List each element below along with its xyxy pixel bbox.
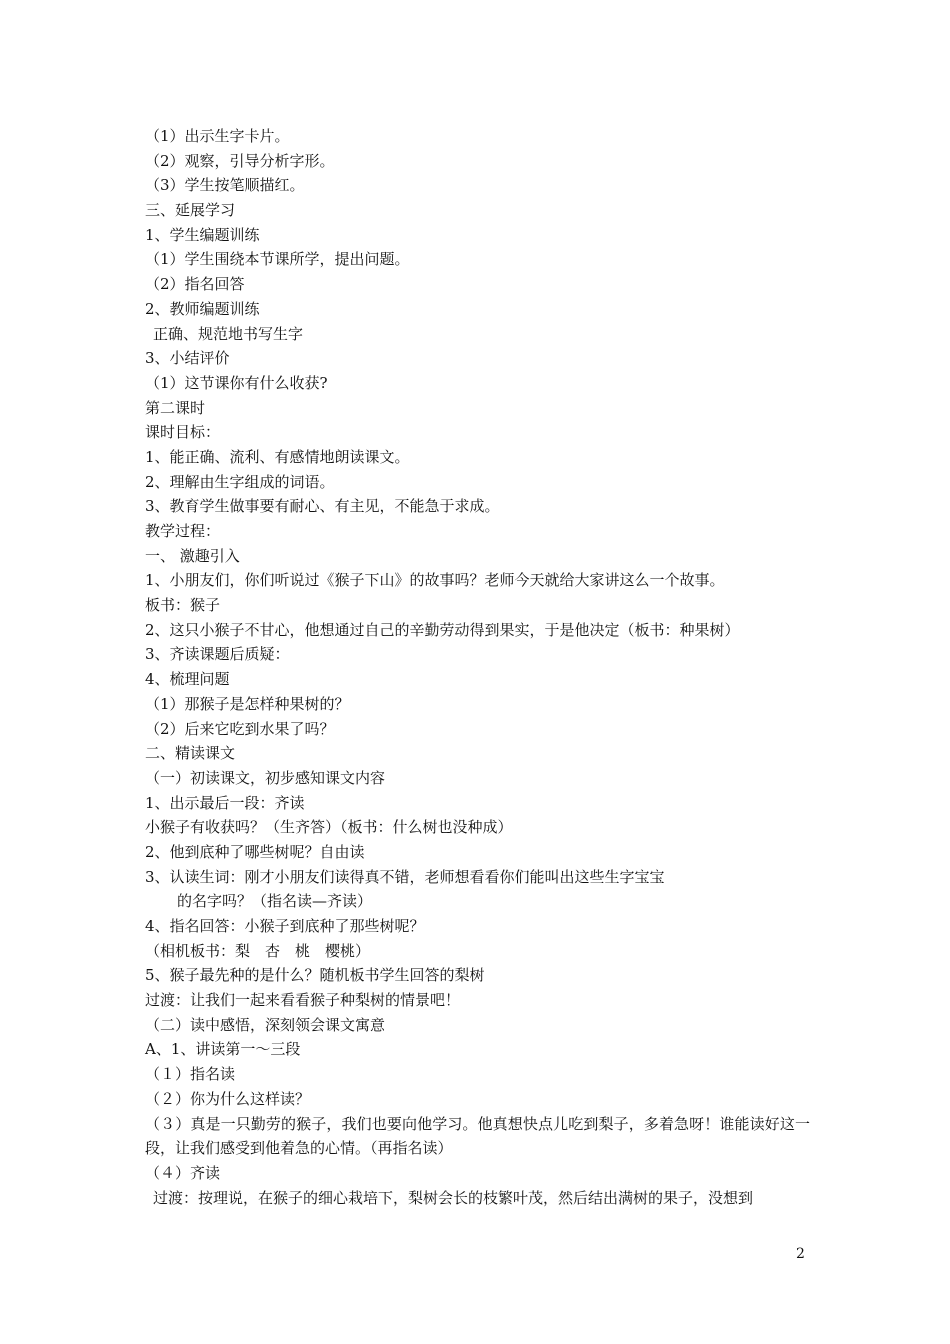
text-line: 过渡：让我们一起来看看猴子种梨树的情景吧！ xyxy=(145,991,461,1010)
text-line: （1）这节课你有什么收获? xyxy=(145,373,328,392)
text-line: 3、教育学生做事要有耐心、有主见，不能急于求成。 xyxy=(145,497,500,516)
text-line: 1、学生编题训练 xyxy=(145,225,260,244)
text-line: （3）学生按笔顺描红。 xyxy=(145,176,305,195)
text-paragraph: （３）真是一只勤劳的猴子，我们也要向他学习。他真想快点儿吃到梨子，多着急呀！谁能读好这一段，让我们感受到他着急的心情。（再指名读） xyxy=(145,1114,810,1158)
page-number: 2 xyxy=(796,1246,805,1262)
text-line: 5、猴子最先种的是什么？随机板书学生回答的梨树 xyxy=(145,966,485,985)
text-line: 过渡：按理说，在猴子的细心栽培下，梨树会长的枝繁叶茂，然后结出满树的果子，没想到 xyxy=(153,1188,754,1207)
text-line: （二）读中感悟，深刻领会课文寓意 xyxy=(145,1015,386,1034)
section-heading: 二、精读课文 xyxy=(145,744,236,763)
text-line: （1）出示生字卡片。 xyxy=(145,127,290,145)
text-line: 的名字吗？（指名读—齐读） xyxy=(177,892,373,911)
text-line: 3、小结评价 xyxy=(145,349,230,368)
text-line: 教学过程： xyxy=(145,522,221,540)
text-line: （1）那猴子是怎样种果树的？ xyxy=(145,694,350,713)
section-heading: 第二课时 xyxy=(145,398,206,417)
text-line: 1、出示最后一段：齐读 xyxy=(145,793,305,812)
text-line: 2、他到底种了哪些树呢？自由读 xyxy=(145,842,365,861)
section-heading: 一、 激趣引入 xyxy=(145,546,240,565)
text-line: （2）指名回答 xyxy=(145,275,245,294)
text-line: （2）后来它吃到水果了吗？ xyxy=(145,719,335,738)
section-heading: 三、延展学习 xyxy=(145,201,236,220)
text-line: （2）观察，引导分析字形。 xyxy=(145,151,335,170)
text-line: 2、理解由生字组成的词语。 xyxy=(145,472,335,491)
text-line: （２）你为什么这样读？ xyxy=(145,1089,311,1108)
text-line: 2、教师编题训练 xyxy=(145,299,260,318)
text-line: （相机板书：梨 杏 桃 樱桃） xyxy=(145,941,371,960)
text-line: 4、梳理问题 xyxy=(145,670,230,689)
text-line: （一）初读课文，初步感知课文内容 xyxy=(145,768,386,787)
document-body xyxy=(145,124,810,1210)
text-line: （４）齐读 xyxy=(145,1163,221,1182)
text-line: 4、指名回答：小猴子到底种了那些树呢？ xyxy=(145,917,425,935)
text-line: 正确、规范地书写生字 xyxy=(153,324,304,343)
text-line: 2、这只小猴子不甘心，他想通过自己的辛勤劳动得到果实，于是他决定（板书：种果树） xyxy=(145,620,740,639)
text-line: 3、齐读课题后质疑： xyxy=(145,645,290,664)
text-line: 3、认读生词：刚才小朋友们读得真不错，老师想看看你们能叫出这些生字宝宝 xyxy=(145,867,665,886)
text-line: （1）学生围绕本节课所学，提出问题。 xyxy=(145,250,410,269)
text-line: 小猴子有收获吗？（生齐答）（板书：什么树也没种成） xyxy=(145,818,513,837)
text-line: 课时目标： xyxy=(145,423,221,442)
text-line: 1、小朋友们，你们听说过《猴子下山》的故事吗？老师今天就给大家讲这么一个故事。 xyxy=(145,571,725,590)
text-line: （１）指名读 xyxy=(145,1065,236,1084)
text-line: A、1、讲读第一～三段 xyxy=(145,1040,301,1059)
text-line: 板书：猴子 xyxy=(145,596,221,615)
text-line: 1、能正确、流利、有感情地朗读课文。 xyxy=(145,447,410,466)
